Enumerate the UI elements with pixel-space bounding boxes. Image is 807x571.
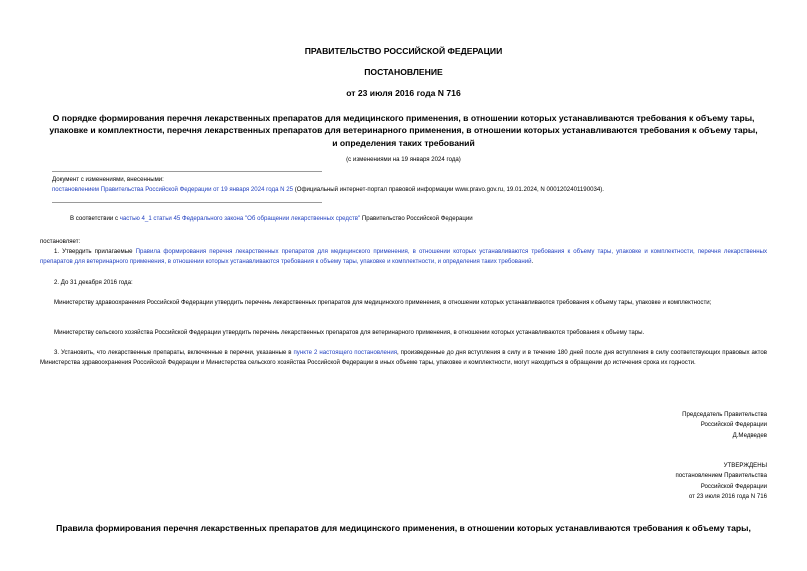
amending-decree-link[interactable]: постановлением Правительства Российской Федерации от 19 января 2024 года N 25 [52, 186, 294, 193]
paragraph-2: 2. До 31 декабря 2016 года: [54, 279, 133, 286]
p1-pre: 1. Утвердить прилагаемые [54, 248, 136, 255]
title-line-1: О порядке формирования перечня лекарственных препаратов для медицинского применения, в отношении которых устанавливаются требования к объему тары, [52, 113, 755, 123]
top-divider [52, 171, 322, 172]
bottom-divider [52, 202, 322, 203]
paragraph-2a: Министерству здравоохранения Российской Федерации утвердить перечень лекарственных препаратов для медицинского применения, в отношении которых устанавливаются требования к объему тары, упаковке и комплектности; [54, 299, 712, 306]
p3-post: , произведенные до дня вступления в силу и в течение 180 дней после дня вступления в силу соответствующих правовых актов Министерства здравоохранения Российской Федерации и Министерства сельского хозяйства Российской Федерации в иных объеме тары, упаковке и комплектности, могут находиться в обращении до истечения срока их годности. [40, 349, 768, 367]
rules-link[interactable]: Правила формирования перечня лекарственных препаратов для медицинского применения, в отношении которых устанавливаются требования к объему тары, упаковке и комплектности, перечня лекарственных препаратов для ветеринарного применения, в отношении которых устанавливаются требования к объему тары, упаковке и комплектности, и определения таких требований [40, 248, 768, 266]
p3-pre: 3. Установить, что лекарственные препараты, включенные в перечни, указанные в [54, 349, 294, 356]
paragraph-2b: Министерству сельского хозяйства Российской Федерации утвердить перечень лекарственных препаратов для ветеринарного применения, в отношении которых устанавливаются требования к объему тары. [54, 329, 645, 336]
document-title [22, 112, 785, 149]
approved-country: Российской Федерации [700, 482, 767, 490]
title-line-3: и определения таких требований [332, 137, 475, 148]
changes-reference [52, 185, 792, 195]
rules-title: Правила формирования перечня лекарственных препаратов для медицинского применения, в отношении которых устанавливаются требования к объему тары, [56, 523, 751, 533]
approved-word: УТВЕРЖДЕНЫ [723, 462, 767, 469]
preamble [70, 214, 473, 224]
changes-label: Документ с изменениями, внесенными: [52, 176, 164, 183]
title-line-2: упаковке и комплектности, перечня лекарственных препаратов для ветеринарного применения, в отношении которых устанавливаются требования к объему тары, [49, 125, 758, 136]
preamble-post: Правительство Российской Федерации [360, 215, 473, 222]
signature-country: Российской Федерации [700, 421, 767, 429]
point-2-link[interactable]: пункте 2 настоящего постановления [293, 349, 398, 356]
resolves-word: постановляет: [40, 238, 81, 245]
signature-name: Д.Медведев [732, 431, 767, 439]
approved-by: постановлением Правительства [675, 472, 767, 480]
preamble-pre: В соответствии с [70, 215, 120, 222]
document-type: ПОСТАНОВЛЕНИЕ [364, 67, 443, 77]
paragraph-1 [40, 247, 767, 268]
p1-post: . [531, 258, 534, 266]
signature-position: Председатель Правительства [682, 411, 767, 418]
approval-block [467, 461, 767, 502]
paragraph-3 [40, 348, 767, 369]
government-name: ПРАВИТЕЛЬСТВО РОССИЙСКОЙ ФЕДЕРАЦИИ [304, 46, 503, 56]
document-date-number: от 23 июля 2016 года N 716 [346, 88, 461, 98]
approved-date: от 23 июля 2016 года N 716 [688, 492, 767, 500]
signature-block [467, 410, 767, 441]
law-article-link[interactable]: частью 4_1 статьи 45 Федерального закона "Об обращении лекарственных средств" [119, 215, 361, 222]
changes-tail: (Официальный интернет-портал правовой информации www.pravo.gov.ru, 19.01.2024, N 0001202401190034). [293, 186, 604, 193]
amendments-note: (с изменениями на 19 января 2024 года) [346, 156, 461, 163]
